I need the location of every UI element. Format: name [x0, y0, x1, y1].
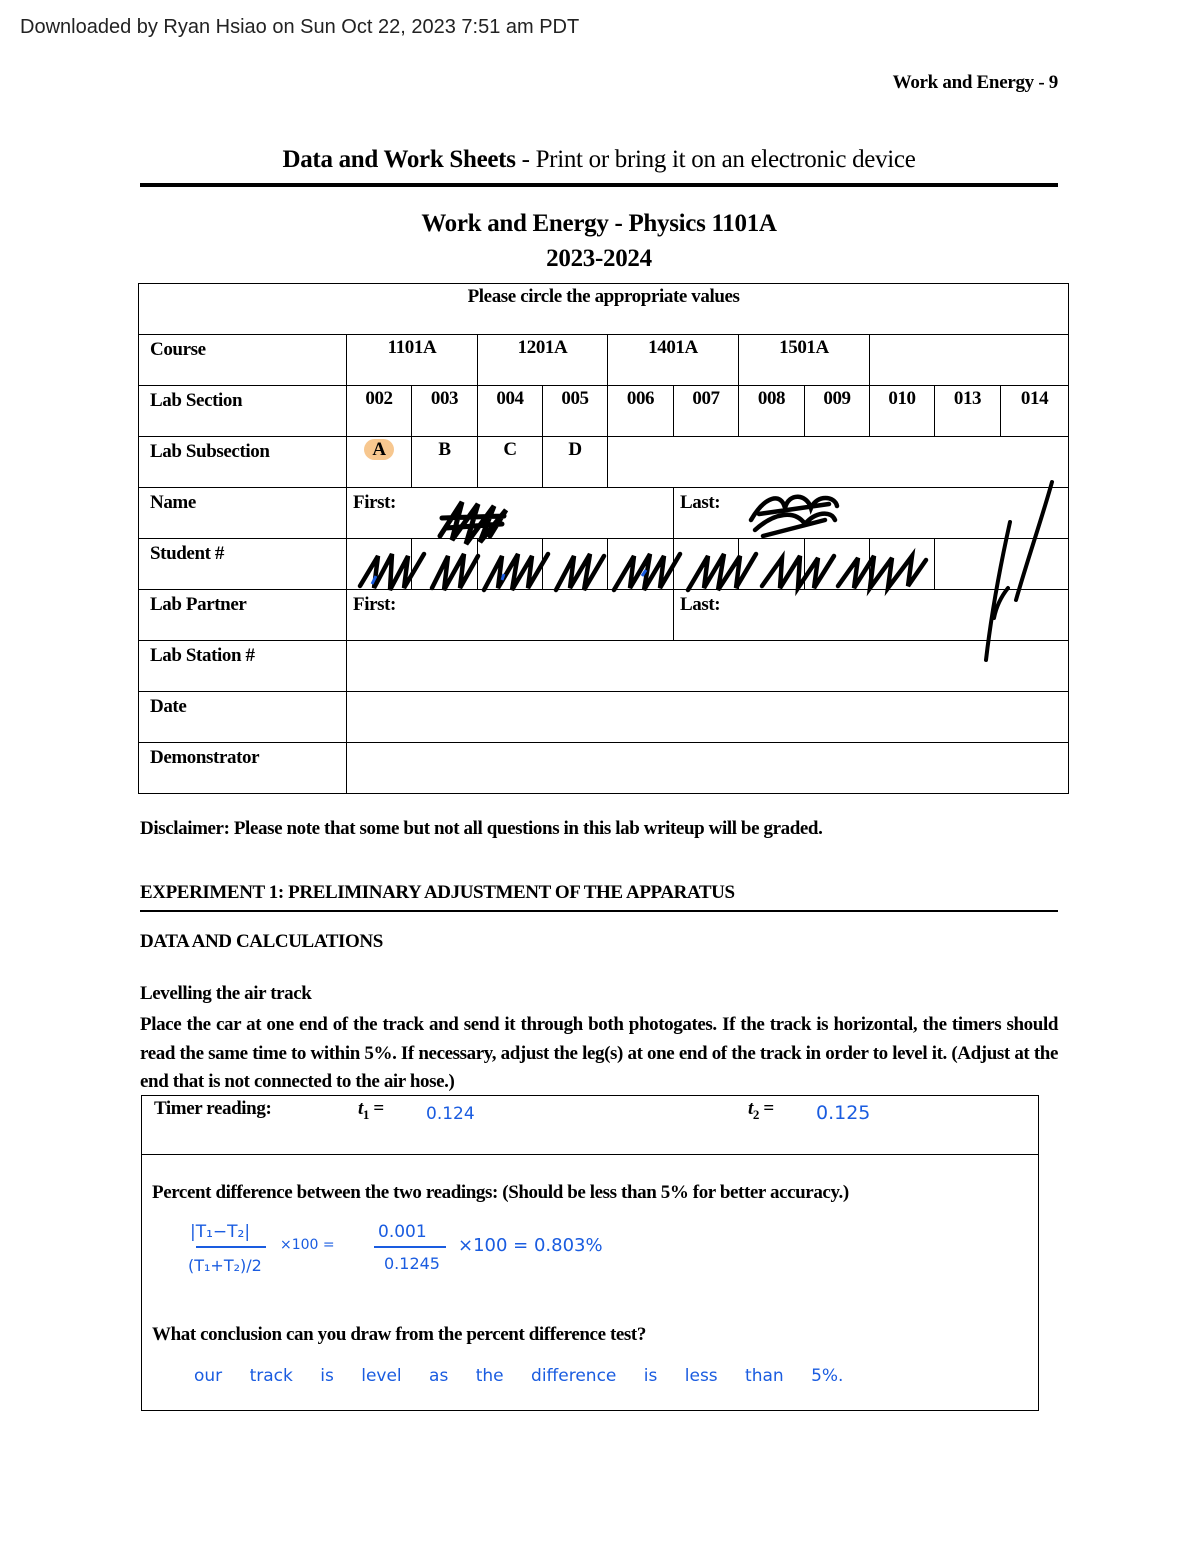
lab-station-label: Lab Station #: [139, 641, 347, 692]
highlight-mark: A: [364, 439, 393, 460]
levelling-instructions: Place the car at one end of the track and send it through both photogates. If the track is horizontal, the timers should read the same time to within 5%. If necessary, adjust the leg(s) at one end of the track in order to level it. (Adjust at the end that is not connected to the air hose.): [140, 1014, 1058, 1092]
conclusion-question: What conclusion can you draw from the percent difference test?: [152, 1324, 646, 1345]
section-option[interactable]: 010: [870, 386, 935, 437]
info-table: [138, 283, 1069, 794]
experiment-rule: [140, 910, 1058, 912]
t1-value[interactable]: 0.124: [426, 1104, 475, 1124]
timer-box: [141, 1095, 1039, 1155]
t2-symbol: t: [748, 1098, 753, 1119]
formula-fraction-bar: [196, 1246, 266, 1248]
signature-mark: [972, 478, 1062, 668]
subsection-option[interactable]: C: [478, 437, 543, 488]
calc-denominator: 0.1245: [384, 1254, 440, 1273]
download-notice: Downloaded by Ryan Hsiao on Sun Oct 22, 2023 7:51 am PDT: [20, 16, 580, 38]
course-option[interactable]: 1501A: [739, 335, 870, 386]
course-option[interactable]: 1201A: [478, 335, 608, 386]
t2-subscript: 2: [752, 1106, 759, 1122]
calc-result[interactable]: ×100 = 0.803%: [458, 1235, 603, 1256]
name-label: Name: [139, 488, 347, 539]
demonstrator-field[interactable]: [347, 743, 1069, 794]
sheet-header-rest: - Print or bring it on an electronic device: [515, 146, 916, 173]
calc-numerator: 0.001: [378, 1222, 427, 1242]
section-option[interactable]: 006: [608, 386, 674, 437]
calculation-box: [141, 1154, 1039, 1411]
doc-title: Work and Energy - Physics 1101A: [421, 210, 777, 237]
demonstrator-label: Demonstrator: [139, 743, 347, 794]
formula-numerator: |T₁−T₂|: [190, 1222, 251, 1242]
date-label: Date: [139, 692, 347, 743]
header-rule: [140, 183, 1058, 187]
redaction-scribble-student: [352, 546, 932, 598]
lab-station-field[interactable]: [347, 641, 1069, 692]
percent-question: Percent difference between the two readings: (Should be less than 5% for better accuracy.): [152, 1182, 849, 1203]
timer-label: Timer reading:: [154, 1098, 272, 1119]
t2-equals: =: [759, 1098, 774, 1119]
section-option[interactable]: 014: [1001, 386, 1069, 437]
t1-label: [358, 1098, 384, 1123]
course-option[interactable]: 1401A: [608, 335, 739, 386]
t2-value[interactable]: 0.125: [816, 1102, 871, 1124]
calc-fraction-bar: [374, 1246, 446, 1248]
lab-partner-label: Lab Partner: [139, 590, 347, 641]
section-option[interactable]: 002: [347, 386, 412, 437]
t1-equals: =: [369, 1098, 384, 1119]
partner-first-label: First:: [353, 594, 396, 615]
subsection-option[interactable]: B: [412, 437, 478, 488]
section-option[interactable]: 009: [805, 386, 870, 437]
formula-multiply: ×100 =: [280, 1237, 335, 1253]
levelling-heading: Levelling the air track: [140, 983, 312, 1004]
t1-symbol: t: [358, 1098, 363, 1119]
redaction-scribble-first: [432, 496, 516, 548]
instruction-cell: Please circle the appropriate values: [139, 284, 1069, 335]
t1-subscript: 1: [362, 1106, 369, 1122]
experiment-heading: EXPERIMENT 1: PRELIMINARY ADJUSTMENT OF THE APPARATUS: [140, 882, 735, 903]
subsection-option[interactable]: D: [543, 437, 608, 488]
student-number-label: Student #: [139, 539, 347, 590]
course-label: Course: [139, 335, 347, 386]
data-calculations-heading: DATA AND CALCULATIONS: [140, 931, 383, 952]
doc-year: 2023-2024: [546, 245, 652, 272]
section-option[interactable]: 013: [935, 386, 1001, 437]
page-header: Work and Energy - 9: [892, 72, 1058, 93]
subsection-option-selected[interactable]: [347, 437, 412, 488]
section-option[interactable]: 008: [739, 386, 805, 437]
date-field[interactable]: [347, 692, 1069, 743]
redaction-scribble-last: [745, 490, 845, 542]
sheet-header-bold: Data and Work Sheets: [282, 146, 516, 173]
disclaimer: Disclaimer: Please note that some but not all questions in this lab writeup will be graded.: [140, 818, 823, 839]
lab-subsection-label: Lab Subsection: [139, 437, 347, 488]
section-option[interactable]: 007: [674, 386, 739, 437]
section-option[interactable]: 003: [412, 386, 478, 437]
course-option[interactable]: 1101A: [347, 335, 478, 386]
course-blank: [870, 335, 1069, 386]
section-option[interactable]: 004: [478, 386, 543, 437]
last-label: Last:: [680, 492, 721, 513]
formula-denominator: (T₁+T₂)/2: [188, 1256, 262, 1275]
sheet-header: [140, 146, 1058, 174]
conclusion-answer[interactable]: our track is level as the difference is less than 5%.: [194, 1366, 844, 1386]
partner-last-label: Last:: [680, 594, 721, 615]
section-option[interactable]: 005: [543, 386, 608, 437]
first-label: First:: [353, 492, 396, 513]
lab-section-label: Lab Section: [139, 386, 347, 437]
t2-label: [748, 1098, 774, 1123]
